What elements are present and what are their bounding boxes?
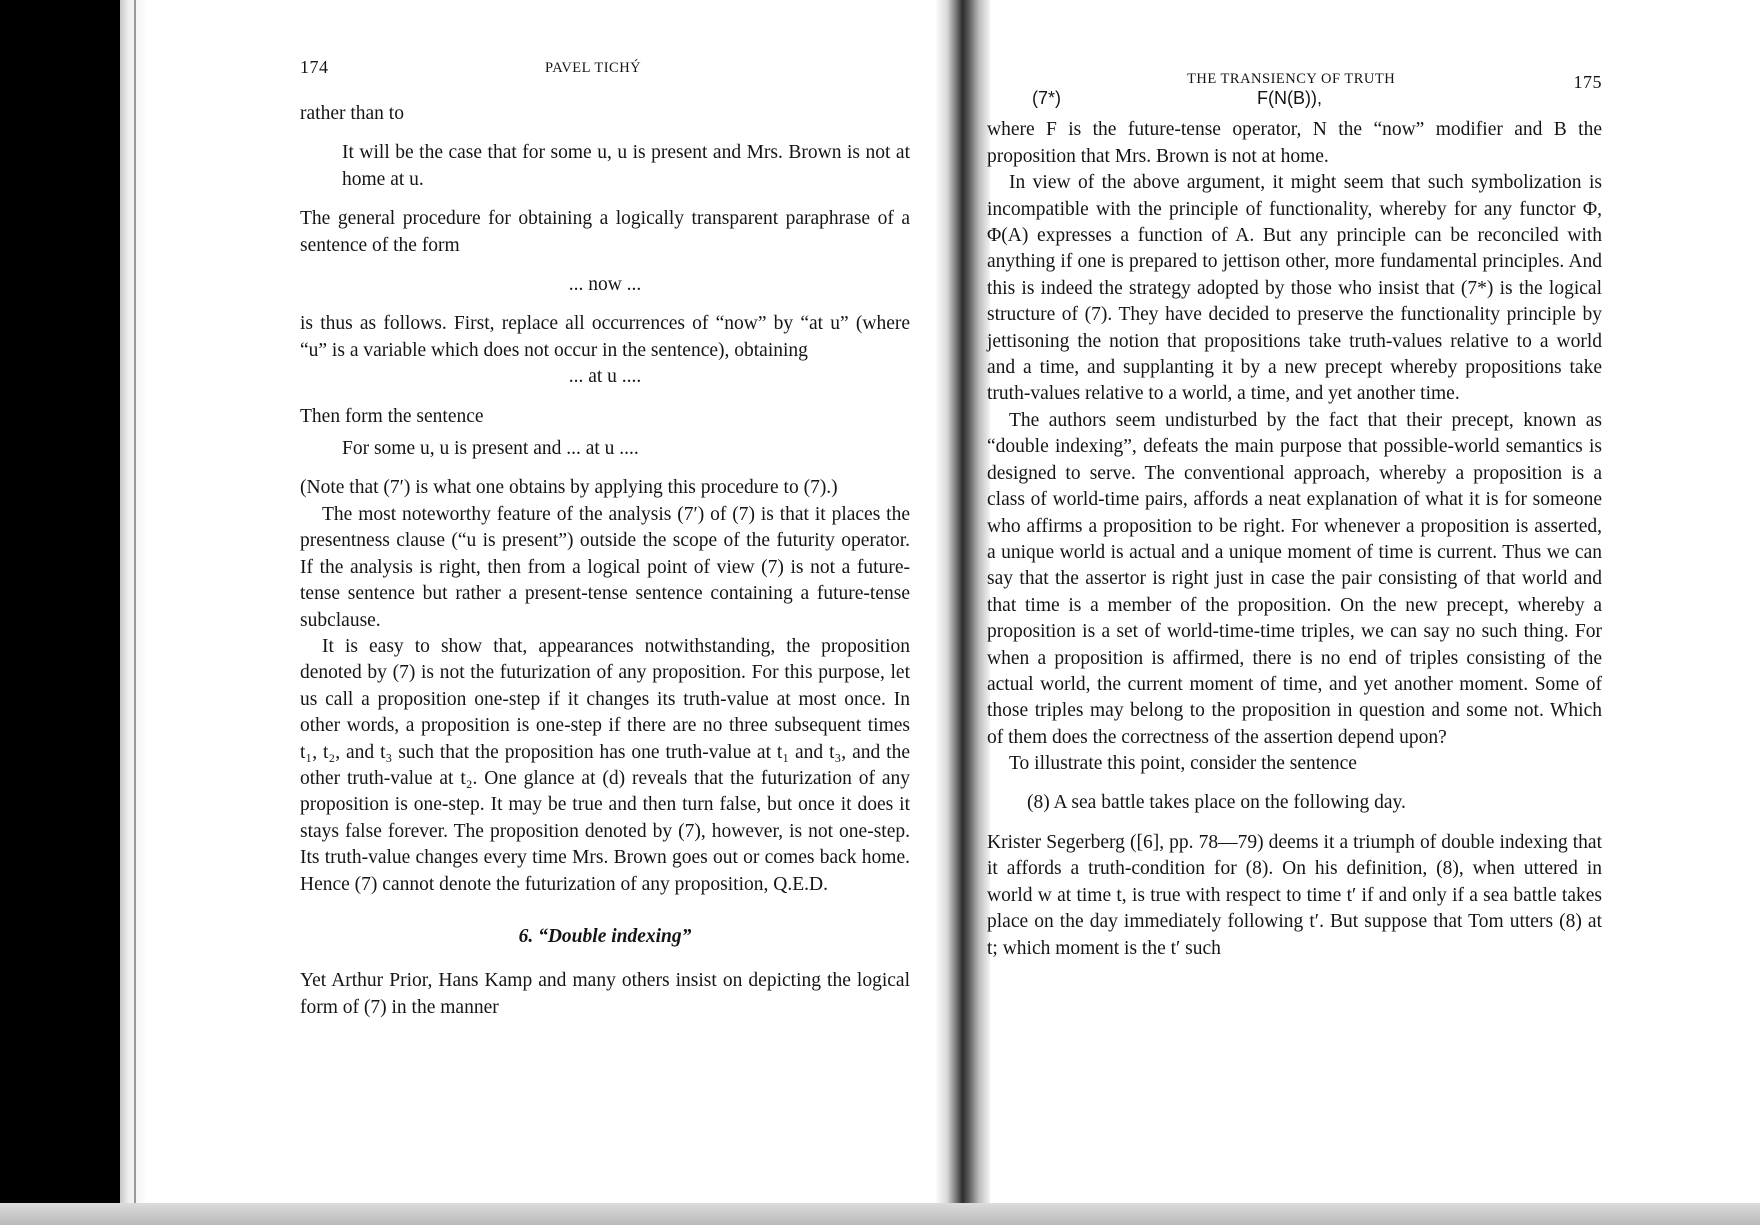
page-edge-line: [134, 0, 136, 1225]
block-quote: It will be the case that for some u, u is present and Mrs. Brown is not at home at u.: [342, 142, 910, 190]
paragraph: The authors seem undisturbed by the fact that their precept, known as “double indexing”, defeats the main purpose that possible-world semantics is designed to serve. The conventional approach, whereby a proposition is a class of world-time pairs, affords a neat explanation of what it is for someone who affirms a proposition to be right. For whenever a proposition is asserted, a unique world is actual and a unique moment of time is current. Thus we can say that the assertor is right just in case the pair consisting of that world and that time is a member of the proposition. On the new precept, whereby a proposition is a set of world-time-time triples, we can say no such thing. For when a proposition is affirmed, there is no end of triples consisting of the actual world, the current moment of time, and yet another moment. Some of those triples may belong to the proposition in question and some not. Which of them does the correctness of the assertion depend upon?: [987, 409, 1602, 748]
right-page-number: 175: [1573, 72, 1602, 92]
book-gutter-shadow: [935, 0, 990, 1225]
block-quote: For some u, u is present and ... at u ....: [342, 438, 639, 460]
section-heading: 6. “Double indexing”: [518, 925, 692, 947]
paragraph: The most noteworthy feature of the analysis (7′) of (7) is that it places the presentness clause (“u is present”) outside the scope of the futurity operator. If the analysis is right, then from a logical point of view (7) is not a future-tense sentence but rather a present-tense sentence containing a future-tense subclause.: [300, 503, 910, 631]
left-running-head: PAVEL TICHÝ: [545, 60, 642, 76]
paragraph: Then form the sentence: [300, 405, 484, 427]
formula-7-star: [987, 85, 1602, 111]
example-sentence: (8) A sea battle takes place on the following day.: [1027, 791, 1406, 813]
display-expression: ... at u ....: [568, 366, 642, 388]
left-running-header: [300, 55, 910, 85]
paragraph: Krister Segerberg ([6], pp. 78—79) deems it a triumph of double indexing that it affords a truth-condition for (8). On his definition, (8), when uttered in world w at time t, is true with respect to time t′ if and only if a sea battle takes place on the day immediately following t′. But suppose that Tom utters (8) at t; which moment is the t′ such: [987, 831, 1602, 959]
paragraph: It is easy to show that, appearances notwithstanding, the proposition denoted by (7) is not the futurization of any proposition. For this purpose, let us call a proposition one-step if it changes its truth-value at most once. In other words, a proposition is one-step if there are no three subsequent times t₁, t₂, and t₃ such that the proposition has one truth-value at t₁ and t₃, and the other truth-value at t₂. One glance at (d) reveals that the futurization of any proposition is one-step. It may be true and then turn false, but once it does it stays false forever. The proposition denoted by (7), however, is not one-step. Its truth-value changes every time Mrs. Brown goes out or comes back home. Hence (7) cannot denote the futurization of any proposition, Q.E.D.: [300, 635, 910, 895]
paragraph: To illustrate this point, consider the sentence: [1009, 753, 1357, 775]
paragraph: Yet Arthur Prior, Hans Kamp and many others insist on depicting the logical form of (7) in the manner: [300, 970, 910, 1018]
scan-bottom-edge: [0, 1203, 1760, 1225]
paragraph: rather than to: [300, 103, 404, 124]
paragraph: where F is the future-tense operator, N the “now” modifier and B the proposition that Mrs. Brown is not at home.: [987, 119, 1602, 167]
right-running-head: THE TRANSIENCY OF TRUTH: [1187, 71, 1396, 87]
display-expression: ... now ...: [568, 274, 642, 296]
formula-label: (7*): [1032, 88, 1062, 108]
paragraph: is thus as follows. First, replace all occurrences of “now” by “at u” (where “u” is a variable which does not occur in the sentence), obtaining: [300, 313, 910, 361]
scan-black-margin: [0, 0, 120, 1225]
left-page-body: [300, 101, 910, 1021]
paragraph: In view of the above argument, it might seem that such symbolization is incompatible with the principle of functionality, whereby for any functor Φ, Φ(A) expresses a function of A. But any principle can be reconciled with anything if one is prepared to jettison other, more fundamental principles. And this is indeed the strategy adopted by those who insist that (7*) is the logical structure of (7). They have decided to preserve the functionality principle by jettisoning the notion that propositions take truth-values relative to a world and a time, and supplanting it by a new precept whereby propositions take truth-values relative to a world, a time, and yet another time.: [987, 172, 1602, 405]
left-page-number: 174: [300, 57, 329, 77]
paragraph: (Note that (7′) is what one obtains by applying this procedure to (7).): [300, 477, 838, 499]
formula-expression: F(N(B)),: [1257, 88, 1322, 108]
paragraph: The general procedure for obtaining a logically transparent paraphrase of a sentence of the form: [300, 208, 910, 256]
right-page-body: [987, 85, 1602, 962]
